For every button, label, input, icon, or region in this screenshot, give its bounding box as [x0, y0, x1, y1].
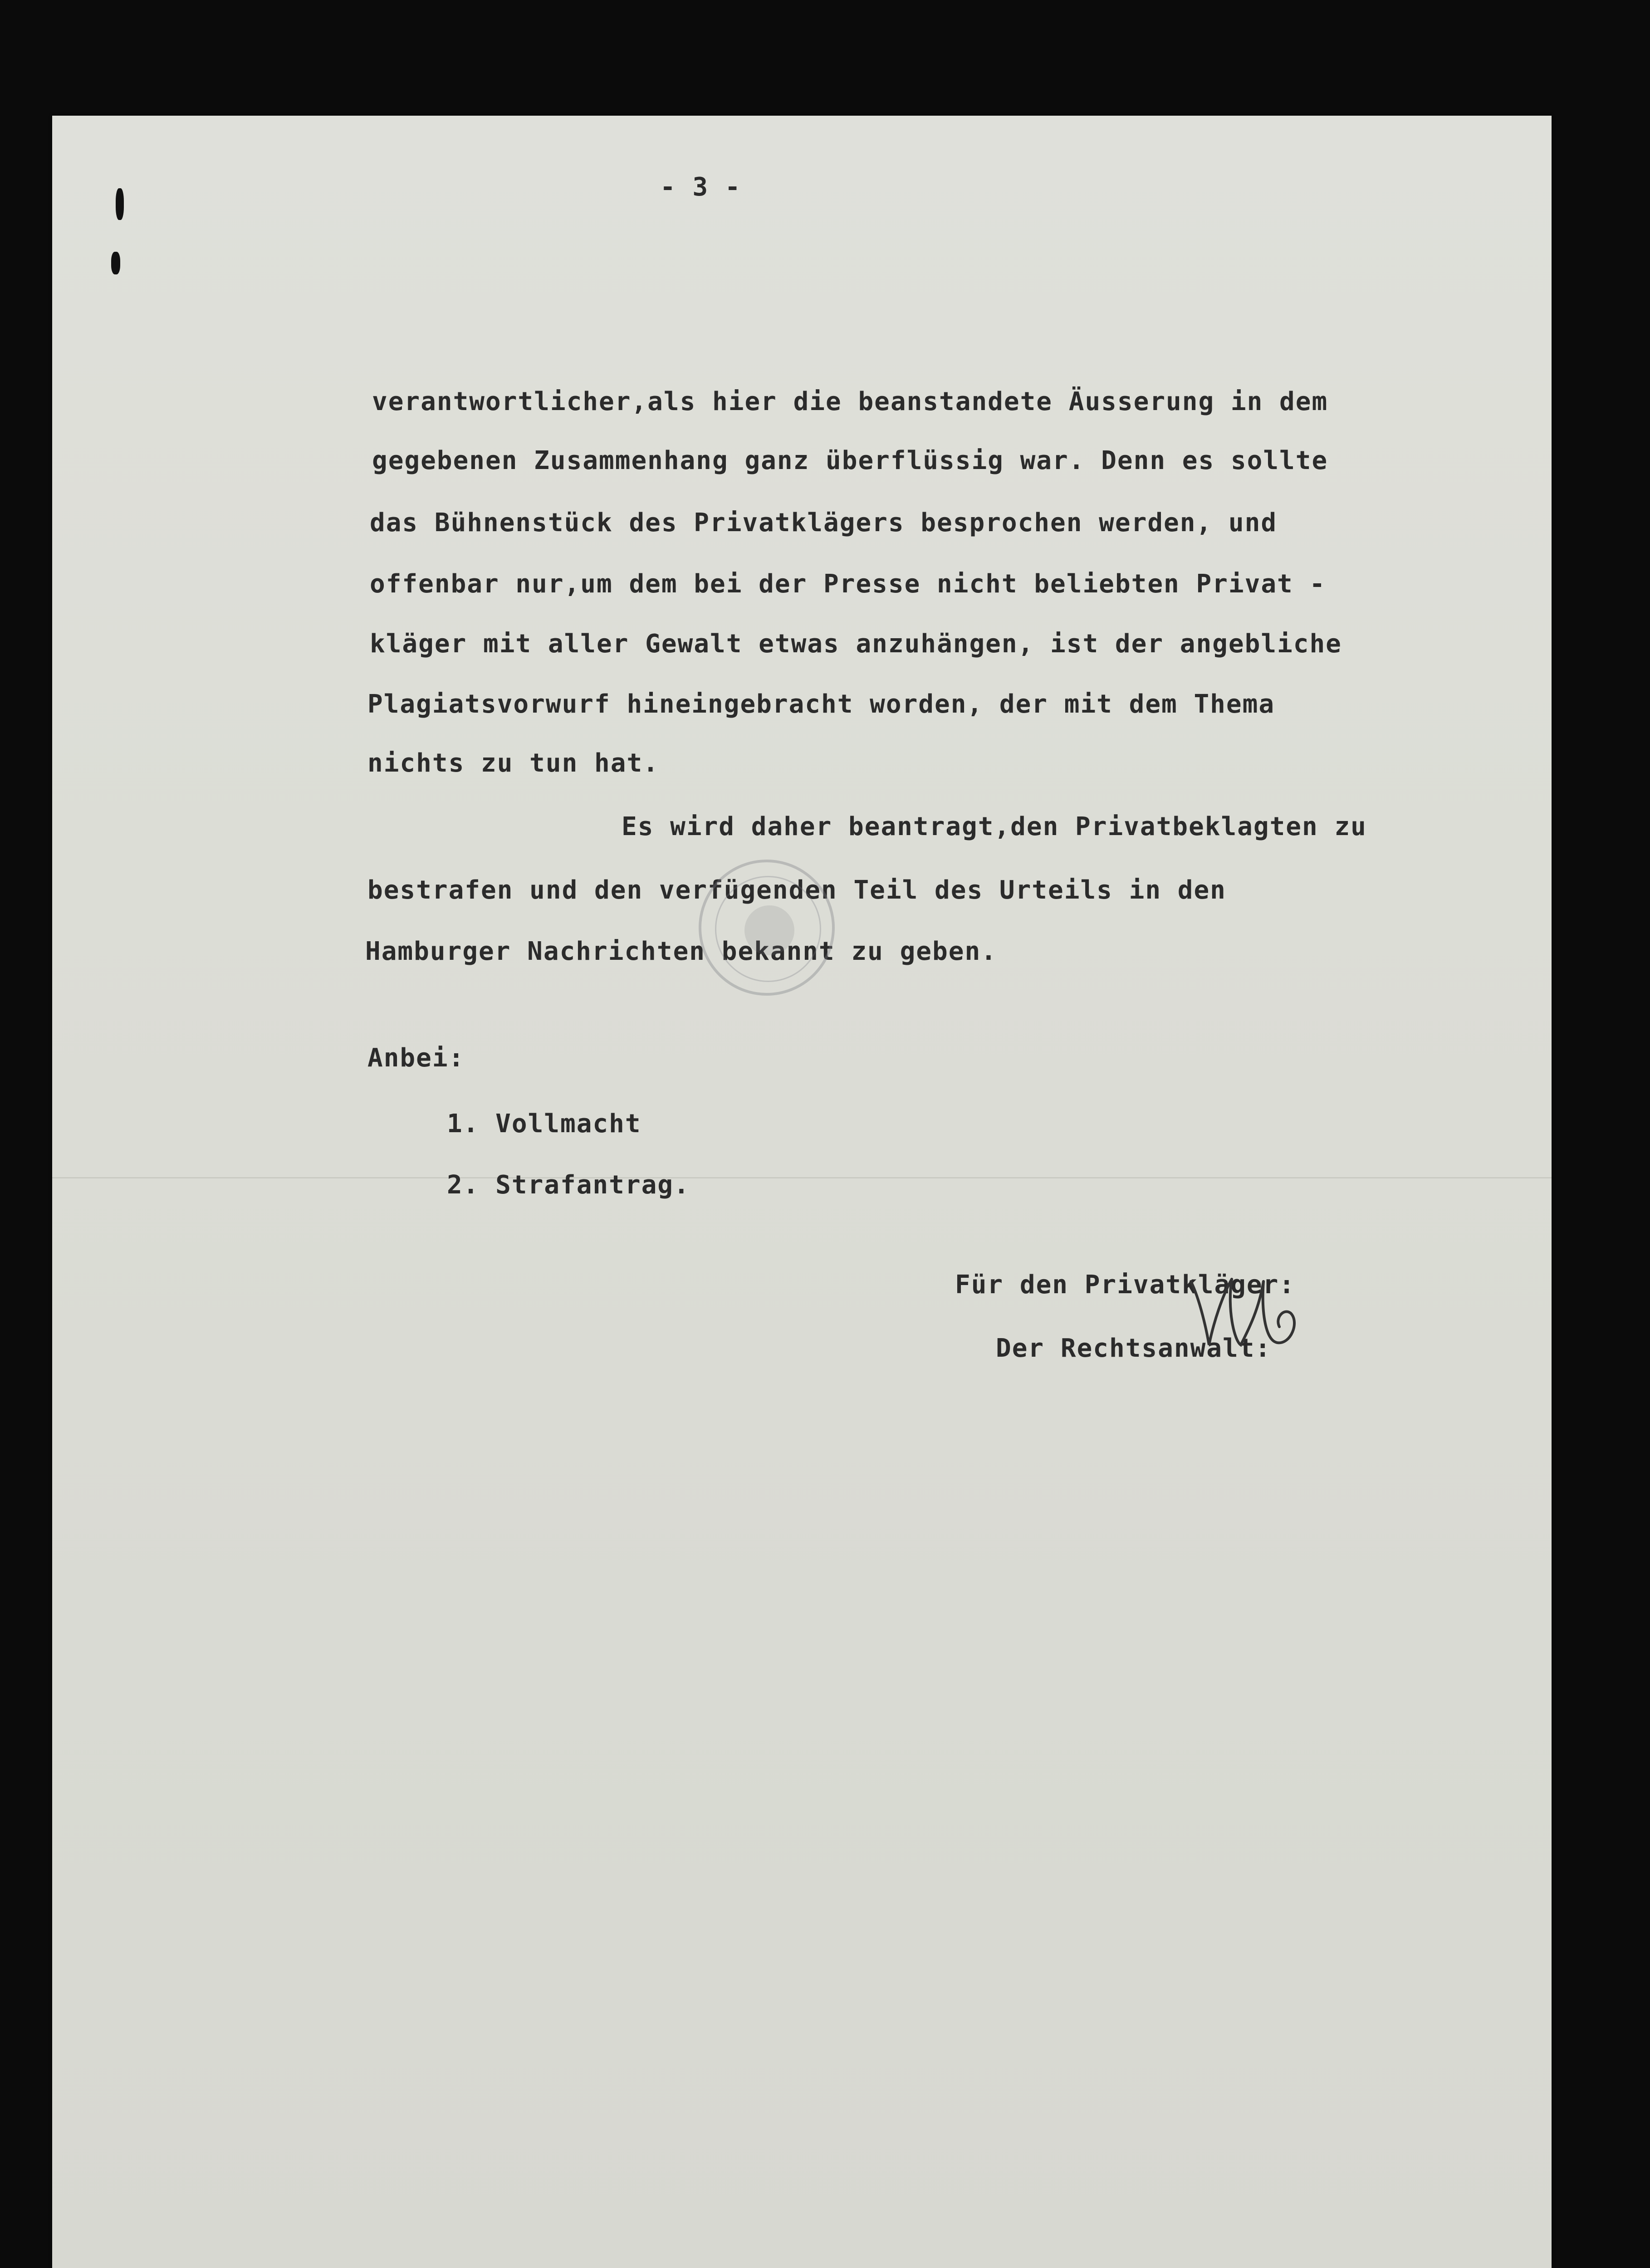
enclosures-label: Anbei:: [367, 1043, 465, 1073]
stamp-emblem: [744, 905, 794, 955]
paragraph-line: offenbar nur,um dem bei der Presse nicht beliebten Privat -: [370, 569, 1326, 599]
document-page: [52, 116, 1552, 2268]
enclosure-item: 1. Vollmacht: [447, 1109, 641, 1139]
official-stamp: [699, 860, 835, 996]
paragraph-line: nichts zu tun hat.: [367, 748, 659, 778]
paragraph-line: gegebenen Zusammenhang ganz überflüssig war. Denn es sollte: [372, 446, 1328, 475]
signoff-line: Für den Privatkläger:: [955, 1270, 1296, 1300]
punch-hole-top: [116, 188, 124, 220]
paragraph-line: Plagiatsvorwurf hineingebracht worden, der mit dem Thema: [367, 689, 1275, 719]
enclosure-item: 2. Strafantrag.: [447, 1170, 690, 1200]
paragraph-line: Hamburger Nachrichten bekannt zu geben.: [365, 937, 997, 966]
punch-hole-bottom: [111, 252, 120, 274]
paragraph-line: bestrafen und den verfügenden Teil des Urteils in den: [367, 875, 1226, 905]
handwritten-signature: [1182, 1254, 1327, 1363]
paragraph-line: kläger mit aller Gewalt etwas anzuhängen, ist der angebliche: [370, 629, 1342, 659]
paragraph-line: Es wird daher beantragt,den Privatbeklagten zu: [622, 812, 1367, 841]
paragraph-line: verantwortlicher,als hier die beanstandete Äusserung in dem: [372, 387, 1328, 416]
paragraph-line: das Bühnenstück des Privatklägers besprochen werden, und: [370, 508, 1278, 538]
signoff-line: Der Rechtsanwalt:: [996, 1334, 1272, 1363]
page-number: - 3 -: [660, 172, 741, 202]
